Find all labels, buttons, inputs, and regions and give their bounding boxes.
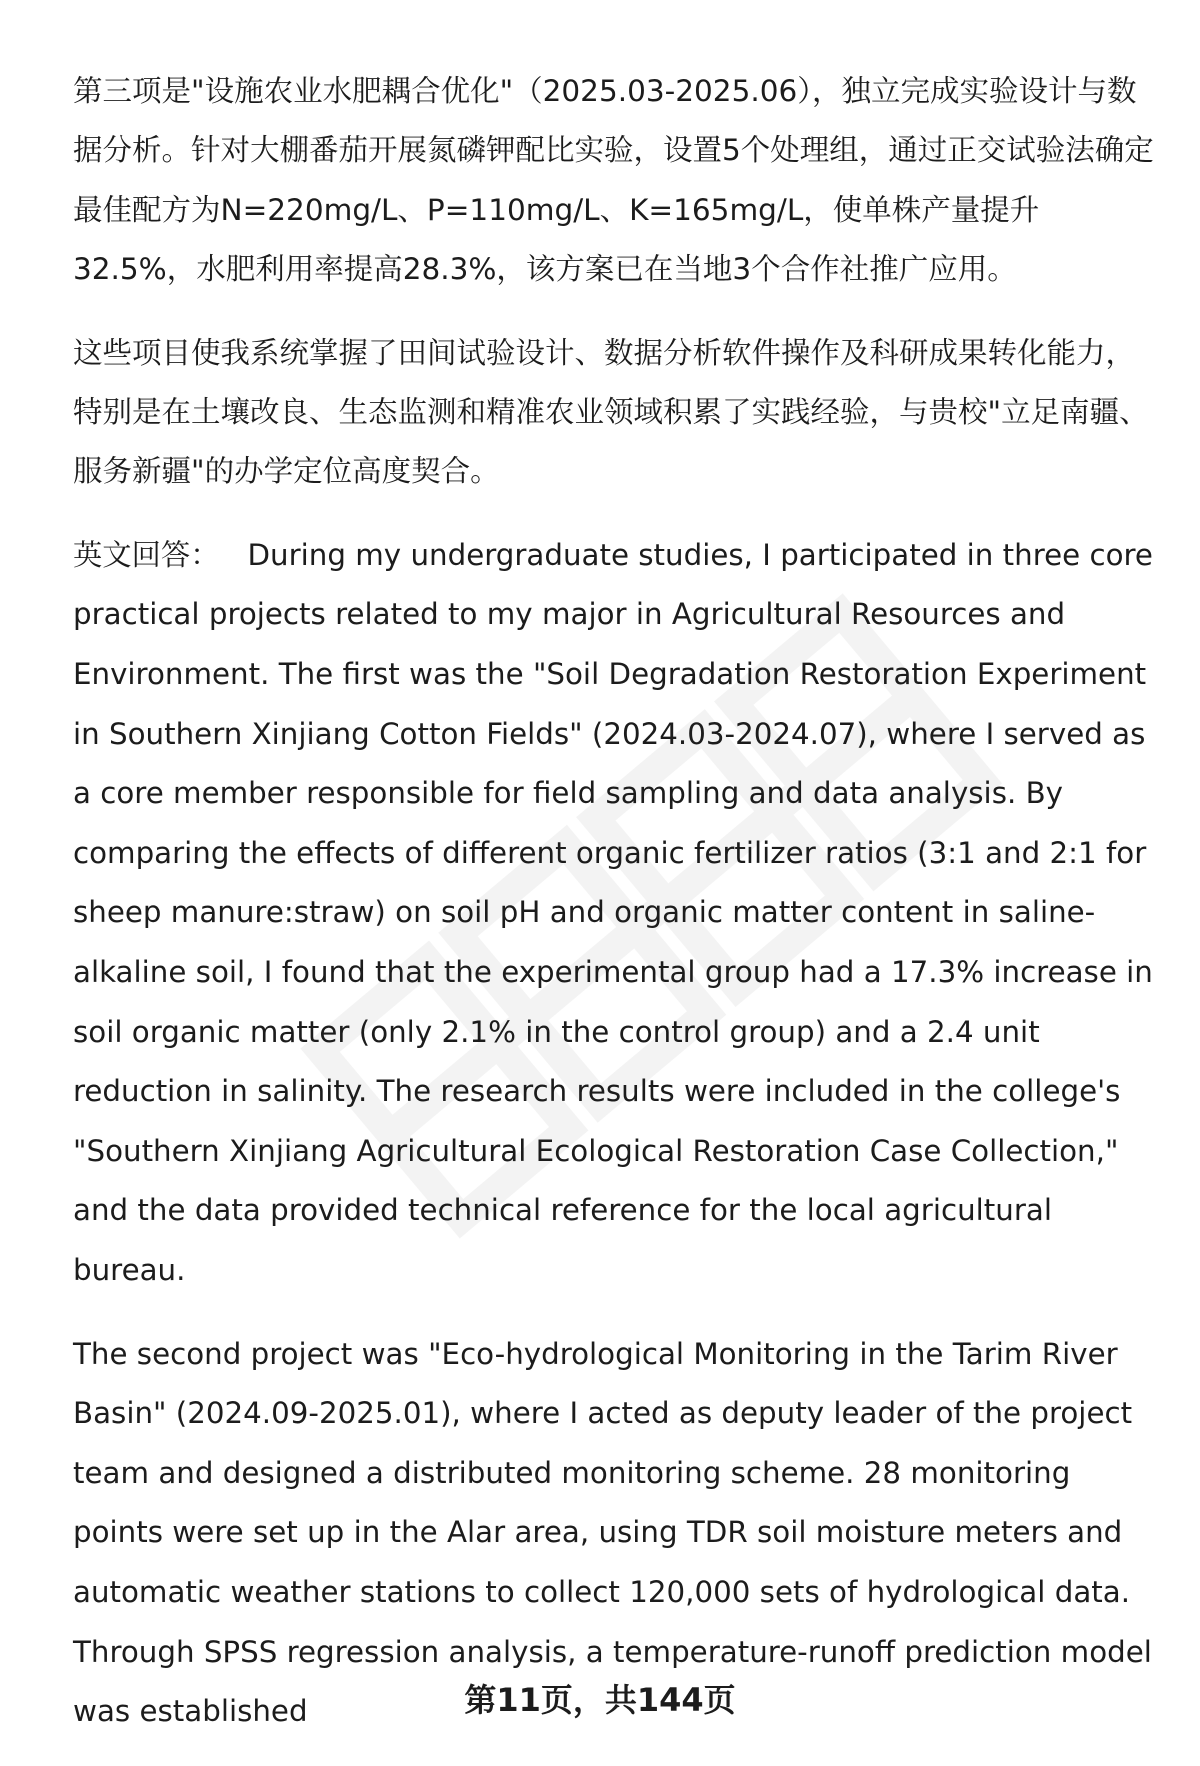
document-page	[73, 62, 1159, 1766]
page-number-footer: 第11页，共144页	[464, 1681, 736, 1719]
paragraph-second-project: The second project was "Eco-hydrological Monitoring in the Tarim River Basin" (2024.09-2025.01), where I acted as deputy leader of the project team and designed a distributed monitoring scheme. 28 monitoring points were set up in the Alar area, using TDR soil moisture meters and automatic weather stations to collect 120,000 sets of hydrological data. Through SPSS regression analysis, a temperature-runoff prediction model was established	[73, 1336, 1152, 1729]
english-answer-text: During my undergraduate studies, I participated in three core practical projects related to my major in Agricultural Resources and Environment. The first was the "Soil Degradation Restoration Experiment in Southern Xinjiang Cotton Fields" (2024.03-2024.07), where I served as a core member responsible for field sampling and data analysis. By comparing the effects of different organic fertilizer ratios (3:1 and 2:1 for sheep manure:straw) on soil pH and organic matter content in saline-alkaline soil, I found that the experimental group had a 17.3% increase in soil organic matter (only 2.1% in the control group) and a 2.4 unit reduction in salinity. The research results were included in the college's "Southern Xinjiang Agricultural Ecological Restoration Case Collection," and the data provided technical reference for the local agricultural bureau.	[73, 537, 1153, 1287]
paragraph-english-answer	[73, 526, 1159, 1301]
paragraph-summary: 这些项目使我系统掌握了田间试验设计、数据分析软件操作及科研成果转化能力，特别是在土壤改良、生态监测和精准农业领域积累了实践经验，与贵校"立足南疆、服务新疆"的办学定位高度契合。	[73, 335, 1149, 489]
paragraph-project-three: 第三项是"设施农业水肥耦合优化"（2025.03-2025.06），独立完成实验设计与数据分析。针对大棚番茄开展氮磷钾配比实验，设置5个处理组，通过正交试验法确定最佳配方为N=220mg/L、P=110mg/L、K=165mg/L，使单株产量提升32.5%，水肥利用率提高28.3%，该方案已在当地3个合作社推广应用。	[73, 74, 1154, 287]
english-answer-label: 英文回答：	[73, 537, 220, 572]
